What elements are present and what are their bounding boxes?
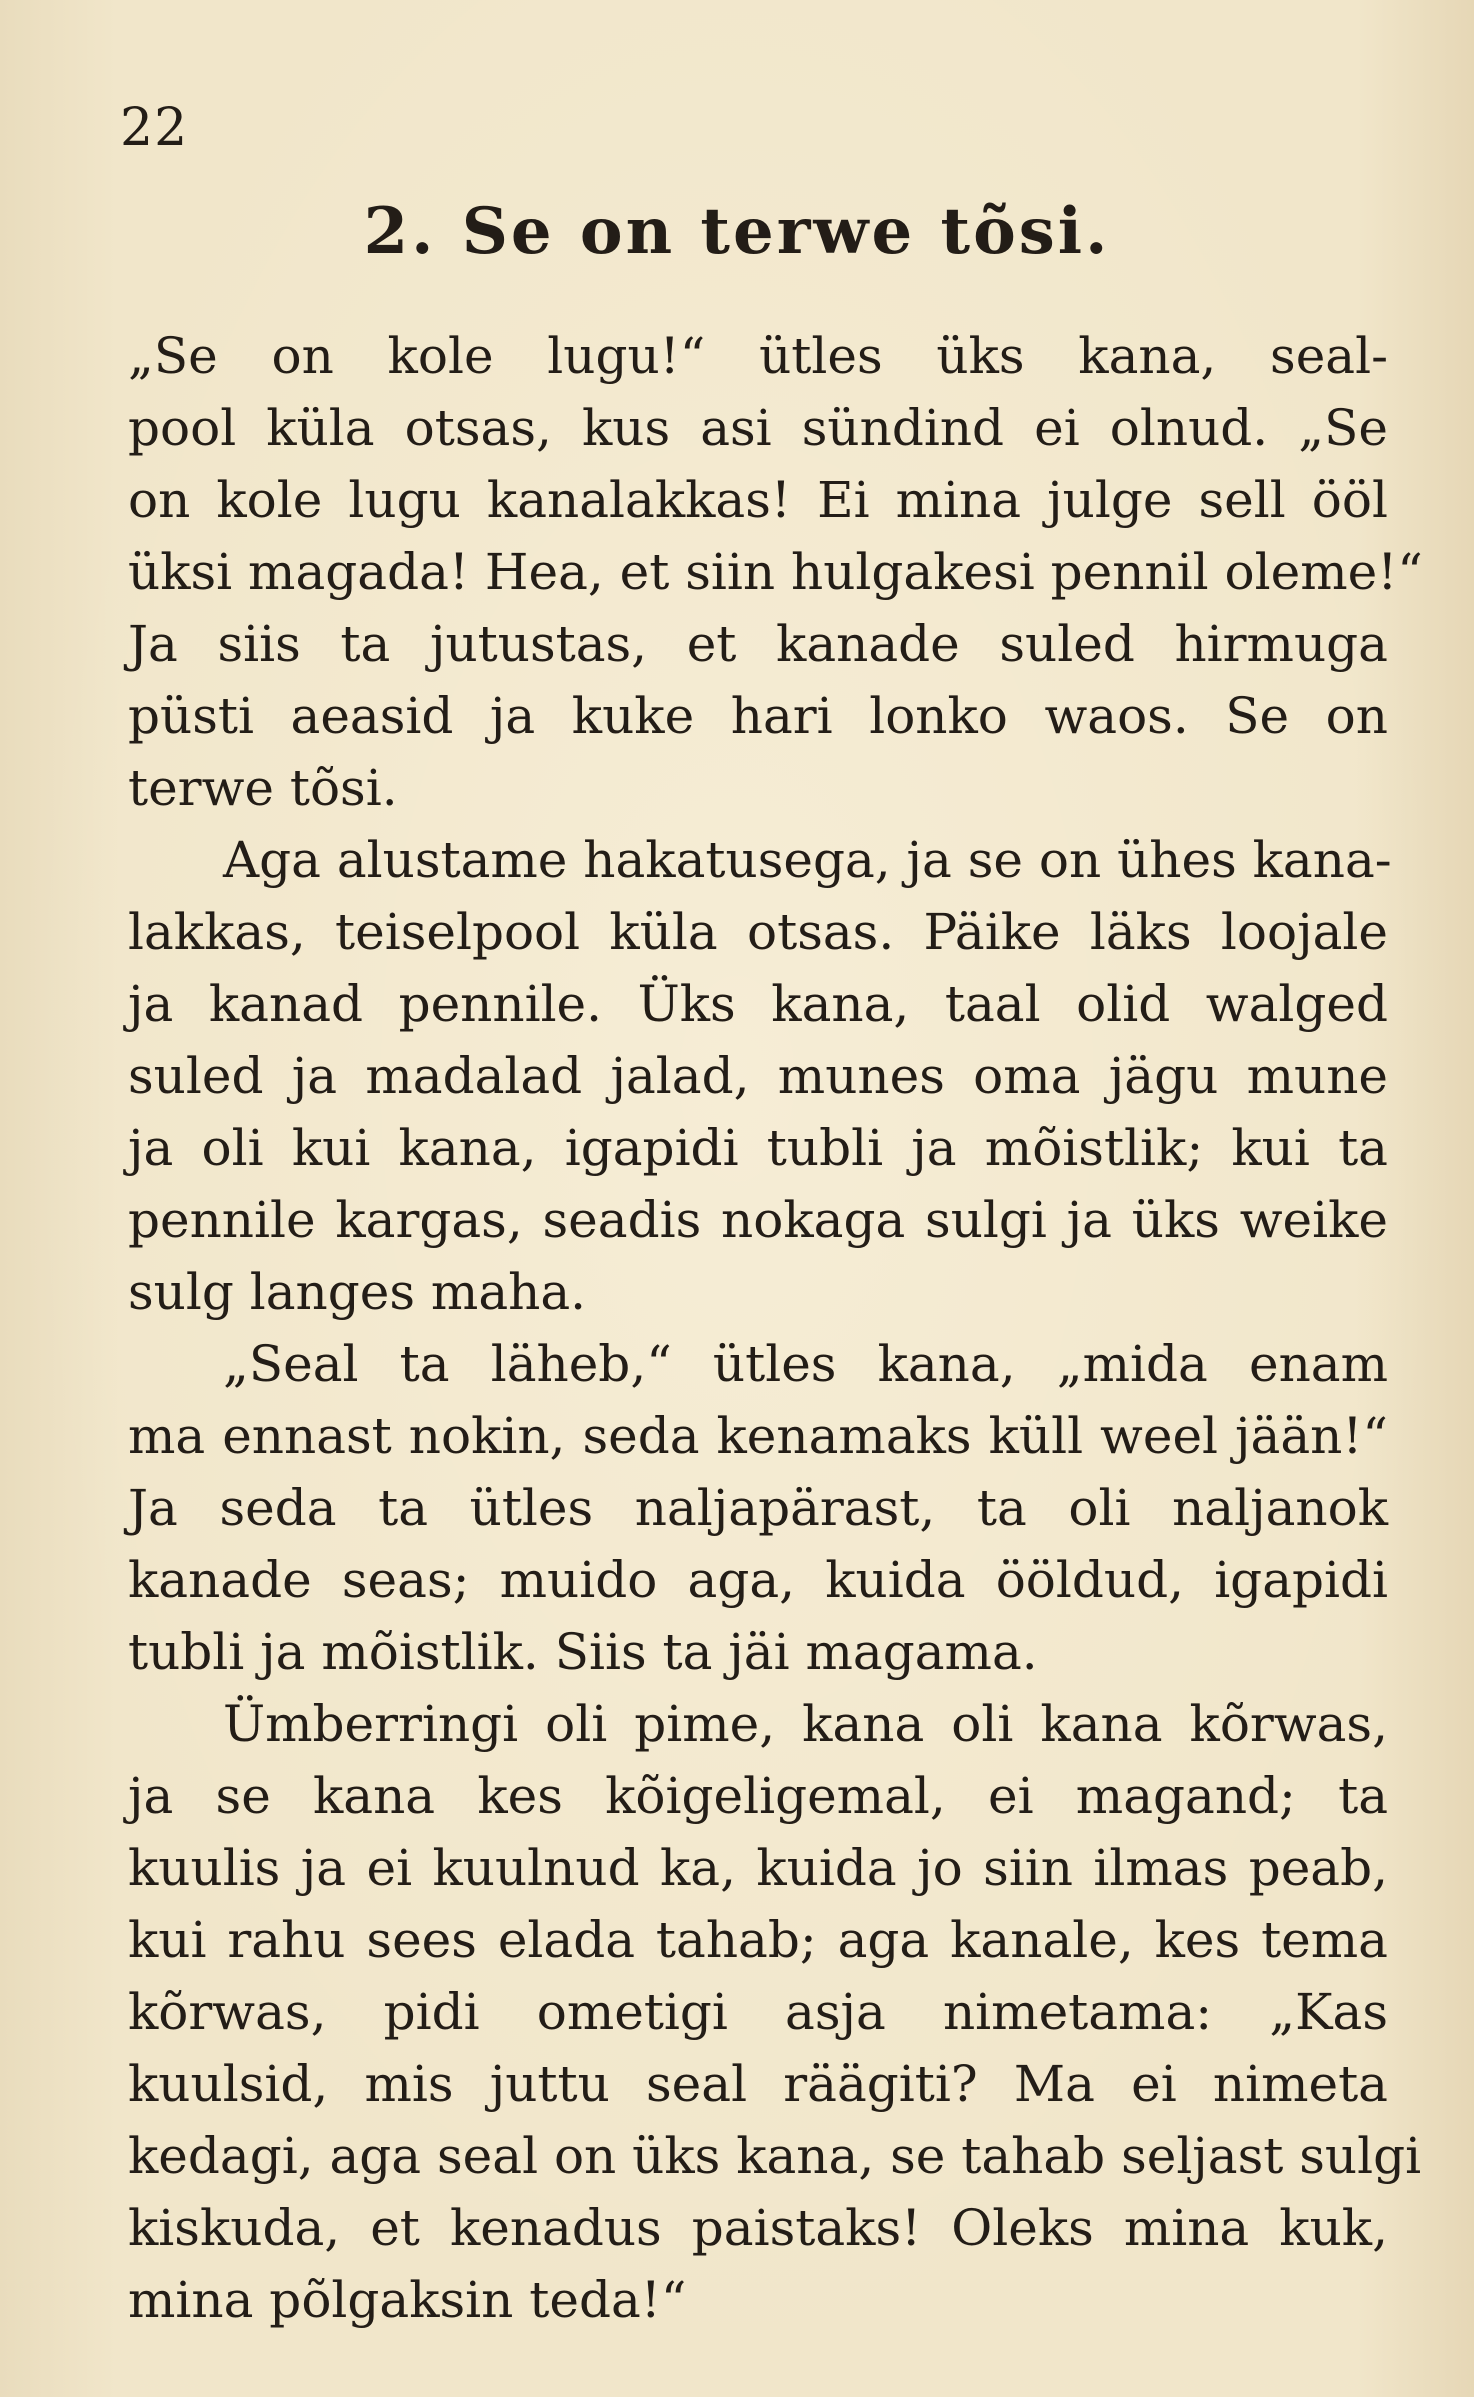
text-line: Aga alustame hakatusega, ja se on ühes kana-: [223, 831, 1392, 889]
text-line: kõrwas, pidi ometigi asja nimetama: „Kas: [128, 1983, 1388, 2041]
text-line: kui rahu sees elada tahab; aga kanale, kes tema: [128, 1911, 1388, 1969]
text-line: pool küla otsas, kus asi sündind ei olnud. „Se: [128, 399, 1388, 457]
chapter-title: 2. Se on terwe tõsi.: [363, 194, 1111, 269]
text-line: ma ennast nokin, seda kenamaks küll weel jään!“: [128, 1407, 1388, 1465]
text-line: üksi magada! Hea, et siin hulgakesi pennil oleme!“: [128, 543, 1423, 601]
text-line: ja se kana kes kõigeligemal, ei magand; ta: [128, 1767, 1388, 1825]
text-line: Ümberringi oli pime, kana oli kana kõrwas,: [223, 1695, 1388, 1753]
text-line: „Seal ta läheb,“ ütles kana, „mida enam: [223, 1335, 1388, 1393]
text-line: suled ja madalad jalad, munes oma jägu mune: [128, 1047, 1388, 1105]
text-line: pennile kargas, seadis nokaga sulgi ja üks weike: [128, 1191, 1388, 1249]
text-line: sulg langes maha.: [128, 1263, 587, 1321]
text-line: on kole lugu kanalakkas! Ei mina julge sell ööl: [128, 471, 1388, 529]
text-line: püsti aeasid ja kuke hari lonko waos. Se on: [128, 687, 1388, 745]
text-line: ja oli kui kana, igapidi tubli ja mõistlik; kui ta: [128, 1119, 1388, 1177]
text-line: lakkas, teiselpool küla otsas. Päike läks loojale: [128, 903, 1388, 961]
text-line: Ja seda ta ütles naljapärast, ta oli naljanok: [128, 1479, 1388, 1537]
text-line: kuulis ja ei kuulnud ka, kuida jo siin ilmas peab,: [128, 1839, 1388, 1897]
text-line: „Se on kole lugu!“ ütles üks kana, seal-: [128, 327, 1388, 385]
text-line: mina põlgaksin teda!“: [128, 2271, 687, 2329]
text-line: ja kanad pennile. Üks kana, taal olid walged: [128, 975, 1388, 1033]
text-line: kedagi, aga seal on üks kana, se tahab seljast sulgi: [128, 2127, 1422, 2185]
text-line: kanade seas; muido aga, kuida ööldud, igapidi: [128, 1551, 1388, 1609]
text-line: tubli ja mõistlik. Siis ta jäi magama.: [128, 1623, 1038, 1681]
text-line: kiskuda, et kenadus paistaks! Oleks mina kuk,: [128, 2199, 1388, 2257]
text-line: terwe tõsi.: [128, 759, 398, 817]
body-text: [128, 320, 1423, 2336]
text-line: Ja siis ta jutustas, et kanade suled hirmuga: [128, 615, 1388, 673]
page-number: 22: [120, 98, 189, 158]
text-line: kuulsid, mis juttu seal räägiti? Ma ei nimeta: [128, 2055, 1388, 2113]
